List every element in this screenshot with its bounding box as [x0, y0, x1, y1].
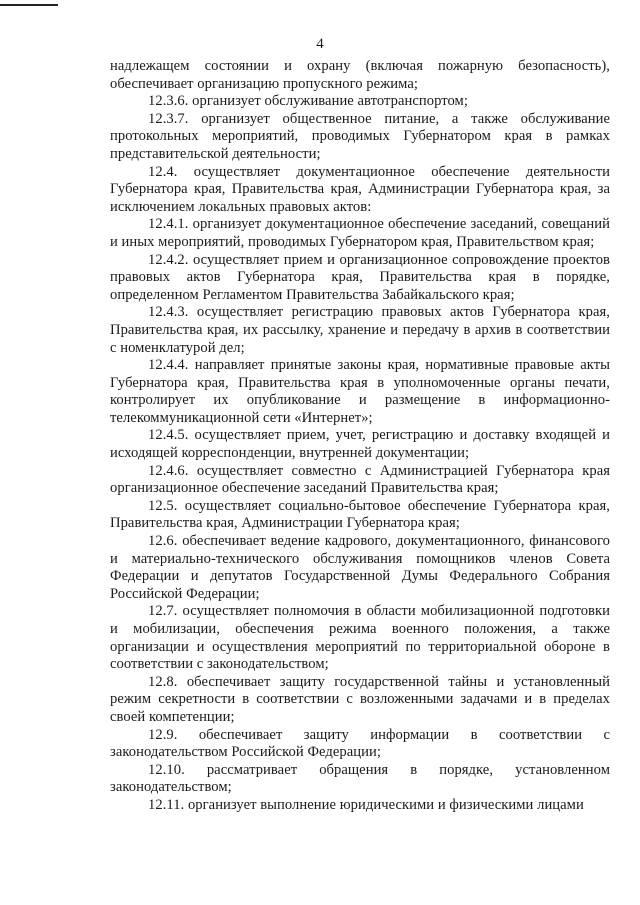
paragraph-12-5: 12.5. осуществляет социально-бытовое обеспечение Губернатора края, Правительства края, Администрации Губернатора края;: [110, 497, 610, 532]
paragraph-12-4-4: 12.4.4. направляет принятые законы края, нормативные правовые акты Губернатора края, Правительства края в уполномоченные органы печати, контролирует их опубликование и размещение в информационно-телекоммуникационной сети «Интернет»;: [110, 357, 610, 426]
paragraph-12-11: 12.11. организует выполнение юридическими и физическими лицами: [148, 796, 584, 813]
paragraph-12-6: 12.6. обеспечивает ведение кадрового, документационного, финансового и материально-технического обслуживания помощников членов Совета Федерации и депутатов Государственной Думы Федерального Собрания Российской Федерации;: [110, 533, 610, 602]
top-left-rule: [0, 4, 58, 6]
paragraph-12-4-5: 12.4.5. осуществляет прием, учет, регистрацию и доставку входящей и исходящей корреспонденции, внутренней документации;: [110, 427, 610, 462]
paragraph-12-4-1: 12.4.1. организует документационное обеспечение заседаний, совещаний и иных мероприятий, проводимых Губернатором края, Правительством края;: [110, 216, 610, 250]
paragraph-continuation: надлежащем состоянии и охрану (включая пожарную безопасность), обеспечивает организацию пропускного режима;: [110, 58, 610, 92]
paragraph-12-7: 12.7. осуществляет полномочия в области мобилизационной подготовки и мобилизации, обеспечения режима военного положения, а также организации и осуществления мероприятий по территориальной обороне в соответствии с законодательством;: [110, 603, 610, 673]
paragraph-12-8: 12.8. обеспечивает защиту государственной тайны и установленный режим секретности в соответствии с возложенными задачами и в пределах своей компетенции;: [110, 673, 610, 725]
paragraph-12-4: 12.4. осуществляет документационное обеспечение деятельности Губернатора края, Правительства края, Администрации Губернатора края, за исключением локальных правовых актов:: [110, 163, 610, 215]
paragraph-12-4-2: 12.4.2. осуществляет прием и организационное сопровождение проектов правовых актов Губернатора края, Правительства края в порядке, определенном Регламентом Правительства Забайкальского края;: [110, 251, 610, 303]
paragraph-12-4-6: 12.4.6. осуществляет совместно с Администрацией Губернатора края организационное обеспечение заседаний Правительства края;: [110, 462, 610, 497]
page-number: 4: [316, 36, 324, 52]
paragraph-12-3-7: 12.3.7. организует общественное питание, а также обслуживание протокольных мероприятий, проводимых Губернатором края в рамках представительской деятельности;: [110, 110, 610, 162]
paragraph-12-3-6: 12.3.6. организует обслуживание автотранспортом;: [148, 93, 468, 110]
document-body: [110, 58, 610, 815]
paragraph-12-4-3: 12.4.3. осуществляет регистрацию правовых актов Губернатора края, Правительства края, их рассылку, хранение и передачу в архив в соответствии с номенклатурой дел;: [110, 304, 610, 356]
paragraph-12-9: 12.9. обеспечивает защиту информации в соответствии с законодательством Российской Федерации;: [110, 726, 610, 761]
paragraph-12-10: 12.10. рассматривает обращения в порядке, установленном законодательством;: [110, 761, 610, 796]
